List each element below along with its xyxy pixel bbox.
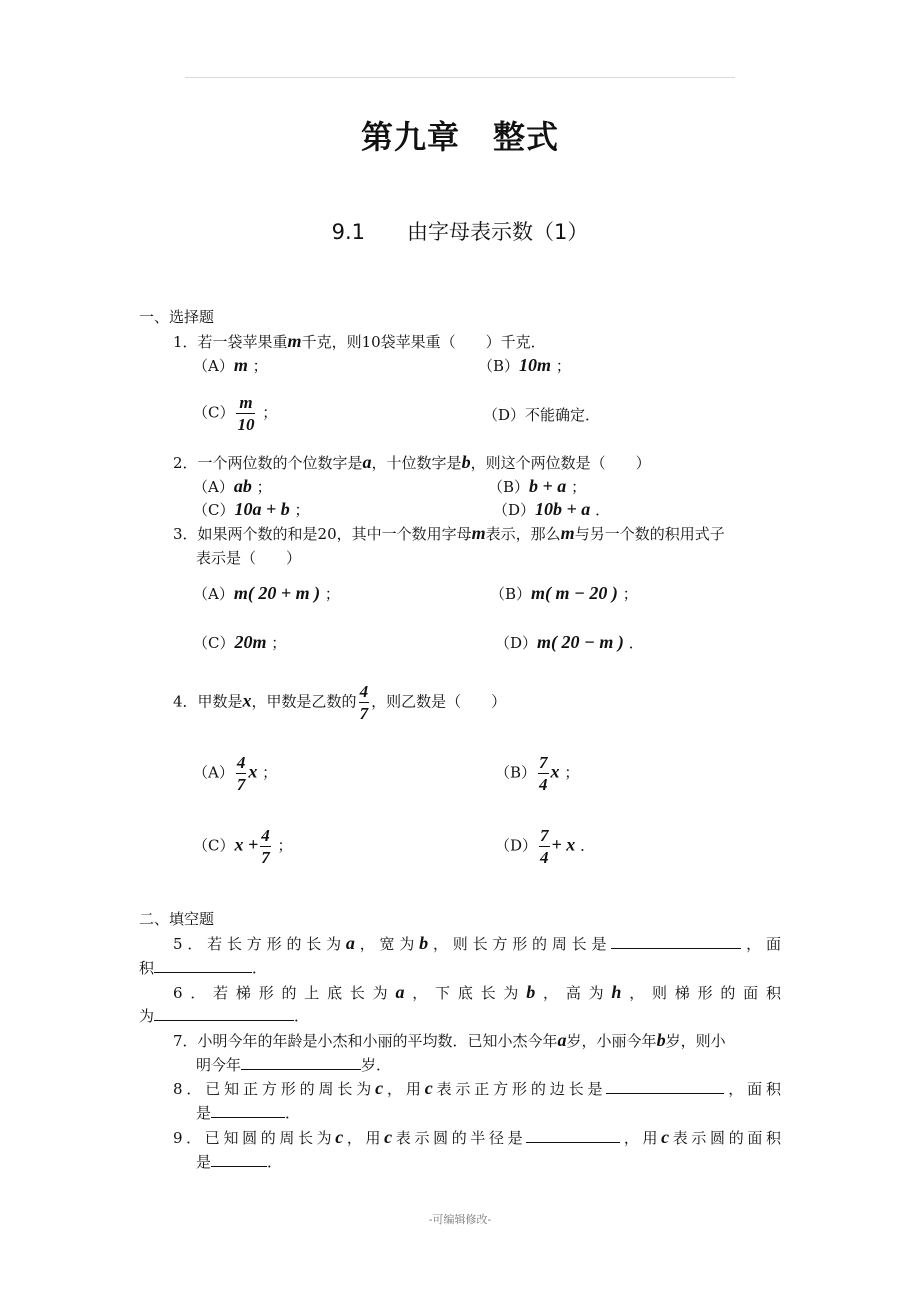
fraction: $\frac{4}{7}$ (359, 682, 369, 723)
question-4: 4．甲数是x，甲数是乙数的 $\frac{4}{7}$ ，则乙数是（ ） (173, 682, 507, 723)
q1-option-d: （D）不能确定． (483, 406, 601, 424)
answer-blank[interactable] (241, 1055, 361, 1070)
header-rule (185, 77, 735, 78)
fraction: $\frac{7}{4}$ (540, 826, 549, 867)
q4-option-c: （C）x + $\frac{4}{7}$ ； (193, 826, 293, 867)
q3-option-b: （B）m( m − 20 ) ； (490, 583, 638, 603)
q3-option-a: （A）m( 20 + m ) ； (193, 583, 340, 603)
fraction: $\frac{4}{7}$ (236, 753, 246, 794)
question-7-cont: 明今年 岁． (196, 1056, 392, 1074)
q1-option-b: （B）10m ； (478, 355, 571, 375)
answer-blank[interactable] (211, 1103, 285, 1118)
q2-option-c: （C）10a + b ； (193, 499, 310, 519)
answer-blank[interactable] (606, 1079, 724, 1094)
question-5: 5．若长方形的长为a，宽为b，则长方形的周长是 ，面 (173, 933, 781, 953)
question-6-cont: 为 ． (139, 1007, 310, 1025)
answer-blank[interactable] (154, 1006, 294, 1021)
q1-option-c: （C） $\frac{m}{10}$ ； (193, 393, 278, 434)
fraction: $\frac{4}{7}$ (261, 826, 270, 867)
page-footer: -可编辑修改- (428, 1213, 492, 1226)
section-title: 9.1 由字母表示数（1） (331, 220, 589, 244)
section-choice-heading: 一、选择题 (139, 308, 215, 326)
question-9: 9．已知圆的周长为c，用c表示圆的半径是 ，用c表示圆的面积 (173, 1127, 781, 1147)
answer-blank[interactable] (211, 1152, 267, 1167)
question-2: 2．一个两位数的个位数字是a，十位数字是b，则这个两位数是（ ） (173, 452, 651, 472)
q4-option-b: （B） $\frac{7}{4}$ x ； (495, 753, 580, 794)
q2-option-b: （B）b + a ； (488, 476, 587, 496)
q2-option-a: （A）ab ； (193, 476, 272, 496)
question-6: 6．若梯形的上底长为a，下底长为b，高为h，则梯形的面积 (173, 982, 781, 1002)
question-8-cont: 是 ． (196, 1104, 301, 1122)
question-9-cont: 是 ． (196, 1153, 283, 1171)
q2-option-d: （D）10b + a ． (493, 499, 611, 519)
question-8: 8．已知正方形的周长为c，用c表示正方形的边长是 ，面积 (173, 1078, 781, 1098)
question-5-cont: 积 ． (139, 959, 268, 977)
question-3: 3．如果两个数的和是20，其中一个数用字母m表示，那么m与另一个数的积用式子 (173, 523, 725, 543)
fraction: $\frac{7}{4}$ (539, 753, 548, 794)
question-3-cont: 表示是（ ） (196, 549, 302, 567)
answer-blank[interactable] (526, 1128, 620, 1143)
answer-blank[interactable] (154, 958, 252, 973)
q3-option-d: （D）m( 20 − m ) ． (495, 632, 644, 652)
chapter-title: 第九章 整式 (360, 118, 559, 156)
q4-option-d: （D） $\frac{7}{4}$ + x ． (495, 826, 596, 867)
q1-option-a: （A）m ； (193, 355, 268, 375)
fraction: $\frac{m}{10}$ (237, 393, 255, 434)
q3-option-c: （C）20m ； (193, 632, 287, 652)
question-7: 7．小明今年的年龄是小杰和小丽的平均数．已知小杰今年a岁，小丽今年b岁，则小 (173, 1030, 726, 1050)
section-fill-heading: 二、填空题 (139, 910, 215, 928)
answer-blank[interactable] (611, 934, 741, 949)
q4-option-a: （A） $\frac{4}{7}$ x ； (193, 753, 278, 794)
question-1: 1．若一袋苹果重m千克，则10袋苹果重（ ）千克． (173, 331, 546, 351)
